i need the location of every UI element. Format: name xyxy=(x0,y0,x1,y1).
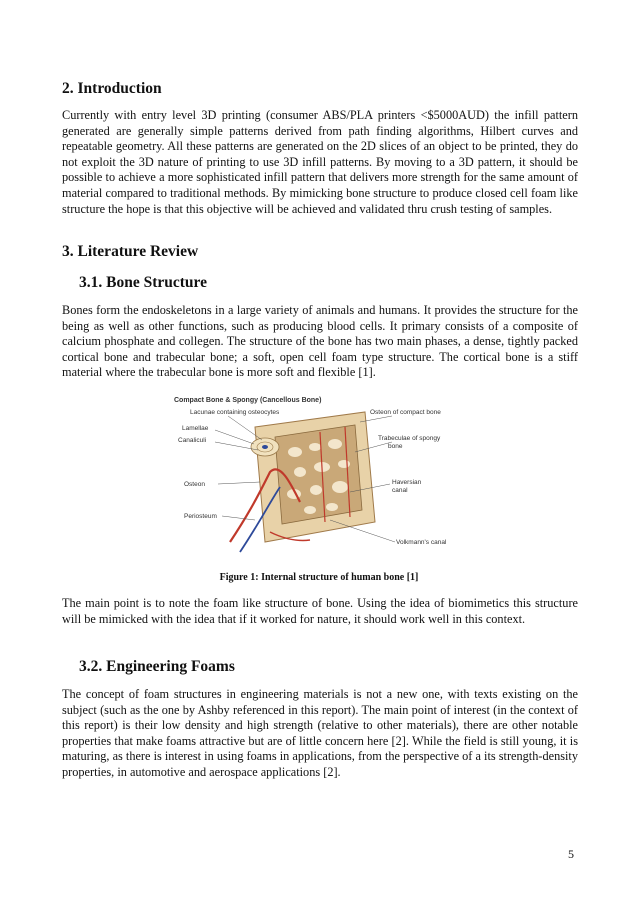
label-trabeculae-1: Trabeculae of spongy xyxy=(378,435,441,442)
introduction-heading: 2. Introduction xyxy=(62,80,162,97)
spongy-bone-region xyxy=(275,425,362,524)
bone-structure-figure xyxy=(170,392,460,564)
bone-structure-heading: 3.1. Bone Structure xyxy=(79,274,208,291)
label-osteon-compact: Osteon of compact bone xyxy=(370,409,441,416)
label-canaliculi: Canaliculi xyxy=(178,437,207,444)
page-number: 5 xyxy=(568,847,574,861)
label-volkmann: Volkmann's canal xyxy=(396,539,447,546)
label-trabeculae-2: bone xyxy=(388,443,403,450)
label-haversian-1: Haversian xyxy=(392,479,422,486)
figure-caption: Figure 1: Internal structure of human bone [1] xyxy=(219,572,419,583)
engineering-foams-paragraph: The concept of foam structures in engineering materials is not a new one, with texts existing on the subject (such as the one by Ashby referenced in this report). The main point of interest (in the context of this report) is their low density and high strength (relative to other materials), there are other notable properties that make foams attractive but are of little concern here [2]. While the field is still young, it is maturing, as there is interest in using foams in applications, from the perspective of a its strength-density properties, in automotive and aerospace applications [2]. xyxy=(62,687,578,779)
engineering-foams-heading: 3.2. Engineering Foams xyxy=(79,658,235,675)
label-osteon: Osteon xyxy=(184,481,205,488)
label-lacunae: Lacunae containing osteocytes xyxy=(190,409,280,416)
literature-review-heading: 3. Literature Review xyxy=(62,243,199,260)
figure-title: Compact Bone & Spongy (Cancellous Bone) xyxy=(174,397,322,404)
introduction-paragraph: Currently with entry level 3D printing (consumer ABS/PLA printers <$5000AUD) the infill pattern generated are generally simple patterns derived from path finding algorithms, Hilbert curves and repeatable geometry. All these patterns are generated on the 2D slices of an object to be printed, they do not exploit the 3D nature of printing to use 3D infill patterns. By moving to a 3D pattern, it should be possible to achieve a more sophisticated infill pattern that delivers more strength for the same amount of material compared to traditional methods. By mimicking bone structure to produce closed cell foam like structure the hope is that this objective will be achieved and validated thru crush testing of samples. xyxy=(62,108,578,216)
label-haversian-2: canal xyxy=(392,487,408,494)
bone-diagram xyxy=(170,392,460,564)
label-periosteum: Periosteum xyxy=(184,513,217,520)
label-lamellae: Lamellae xyxy=(182,425,209,432)
after-figure-paragraph: The main point is to note the foam like structure of bone. Using the idea of biomimetics this structure will be mimicked with the idea that if it worked for nature, it should work well in this context. xyxy=(62,596,578,626)
bone-structure-paragraph: Bones form the endoskeletons in a large variety of animals and humans. It provides the structure for the being as well as other functions, such as producing blood cells. It primary consists of a composite of calcium phosphate and collegen. The structure of the bone has two main phases, a dense, tightly packed cortical bone and trabecular bone; a soft, open cell foam type structure. The cortical bone is a stiff material where the trabecular bone is more soft and flexible [1]. xyxy=(62,303,578,380)
